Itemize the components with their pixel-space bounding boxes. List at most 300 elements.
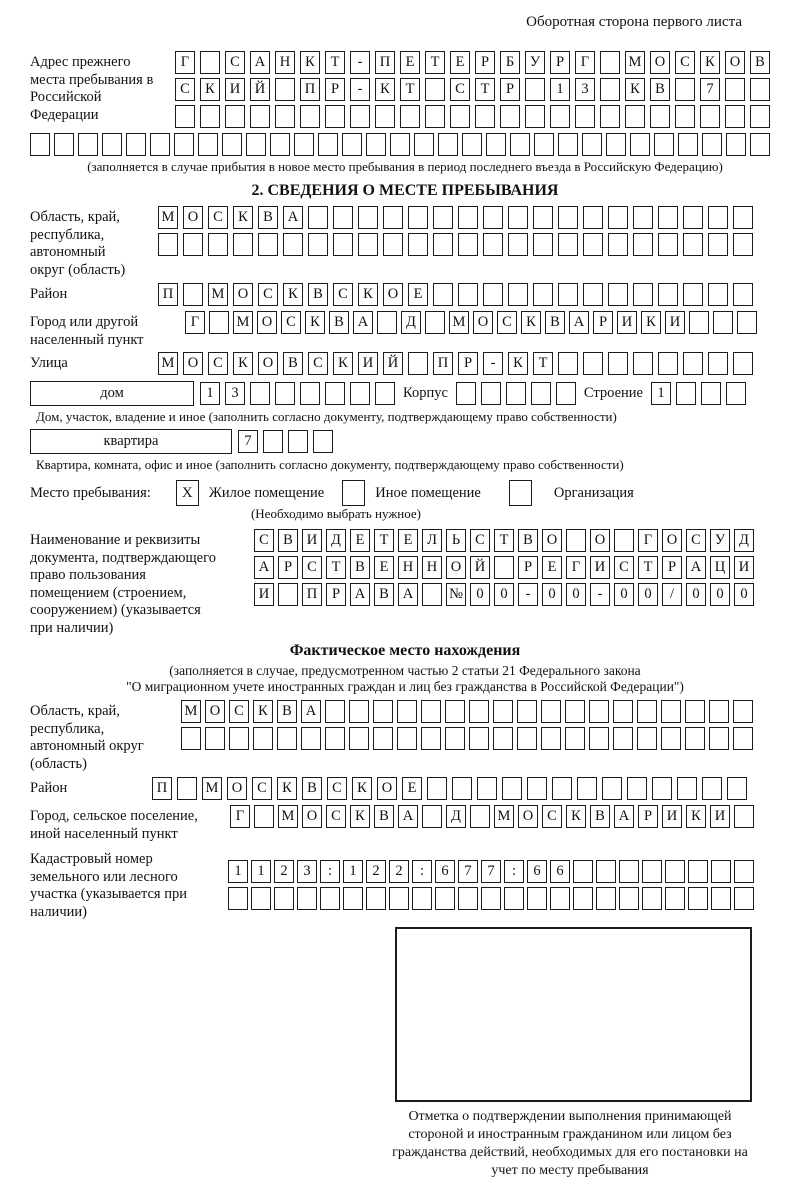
char-cell[interactable] (608, 206, 628, 229)
char-cell[interactable]: 3 (297, 860, 317, 883)
char-cell[interactable] (283, 233, 303, 256)
char-cell[interactable] (750, 105, 770, 128)
char-cell[interactable] (373, 727, 393, 750)
char-cell[interactable] (494, 556, 514, 579)
char-cell[interactable] (389, 887, 409, 910)
char-cell[interactable]: Ь (446, 529, 466, 552)
char-cell[interactable]: Р (475, 51, 495, 74)
char-cell[interactable] (652, 777, 672, 800)
char-cell[interactable] (277, 727, 297, 750)
char-cell[interactable]: О (183, 206, 203, 229)
char-cell[interactable]: О (650, 51, 670, 74)
char-cell[interactable]: И (225, 78, 245, 101)
char-cell[interactable]: Е (408, 283, 428, 306)
char-cell[interactable] (600, 78, 620, 101)
char-cell[interactable] (483, 233, 503, 256)
char-cell[interactable]: С (686, 529, 706, 552)
char-cell[interactable] (517, 727, 537, 750)
char-cell[interactable] (633, 352, 653, 375)
char-cell[interactable]: А (350, 583, 370, 606)
char-cell[interactable] (150, 133, 170, 156)
char-cell[interactable] (483, 206, 503, 229)
char-cell[interactable] (630, 133, 650, 156)
char-cell[interactable]: / (662, 583, 682, 606)
char-cell[interactable]: К (333, 352, 353, 375)
char-cell[interactable]: М (625, 51, 645, 74)
char-cell[interactable]: К (641, 311, 661, 334)
char-cell[interactable] (627, 777, 647, 800)
char-cell[interactable]: М (233, 311, 253, 334)
char-cell[interactable]: С (225, 51, 245, 74)
char-cell[interactable] (433, 283, 453, 306)
char-cell[interactable]: 7 (458, 860, 478, 883)
char-cell[interactable] (596, 860, 616, 883)
char-cell[interactable] (589, 700, 609, 723)
char-cell[interactable]: И (665, 311, 685, 334)
char-cell[interactable]: У (710, 529, 730, 552)
char-cell[interactable] (126, 133, 146, 156)
char-cell[interactable] (313, 430, 333, 453)
char-cell[interactable] (665, 860, 685, 883)
char-cell[interactable] (589, 727, 609, 750)
char-cell[interactable] (300, 382, 320, 405)
char-cell[interactable] (711, 860, 731, 883)
char-cell[interactable]: И (662, 805, 682, 828)
char-cell[interactable] (525, 105, 545, 128)
char-cell[interactable]: П (302, 583, 322, 606)
stay-type-checkbox-other[interactable] (342, 480, 365, 506)
char-cell[interactable] (333, 233, 353, 256)
char-cell[interactable]: № (446, 583, 466, 606)
char-cell[interactable] (733, 727, 753, 750)
char-cell[interactable]: И (358, 352, 378, 375)
char-cell[interactable]: В (545, 311, 565, 334)
char-cell[interactable]: В (590, 805, 610, 828)
char-cell[interactable] (600, 51, 620, 74)
char-cell[interactable] (350, 382, 370, 405)
char-cell[interactable]: О (542, 529, 562, 552)
char-cell[interactable] (425, 105, 445, 128)
char-cell[interactable]: В (278, 529, 298, 552)
char-cell[interactable] (500, 105, 520, 128)
char-cell[interactable]: К (508, 352, 528, 375)
char-cell[interactable]: О (258, 352, 278, 375)
char-cell[interactable]: Н (422, 556, 442, 579)
char-cell[interactable]: С (326, 805, 346, 828)
char-cell[interactable] (229, 727, 249, 750)
char-cell[interactable]: : (320, 860, 340, 883)
char-cell[interactable] (325, 105, 345, 128)
char-cell[interactable] (456, 382, 476, 405)
char-cell[interactable] (397, 727, 417, 750)
char-cell[interactable]: С (450, 78, 470, 101)
char-cell[interactable]: Й (250, 78, 270, 101)
char-cell[interactable]: Г (575, 51, 595, 74)
char-cell[interactable] (228, 887, 248, 910)
char-cell[interactable]: А (283, 206, 303, 229)
char-cell[interactable]: 3 (575, 78, 595, 101)
char-cell[interactable]: О (183, 352, 203, 375)
char-cell[interactable] (733, 233, 753, 256)
char-cell[interactable] (408, 206, 428, 229)
char-cell[interactable] (78, 133, 98, 156)
char-cell[interactable]: Е (402, 777, 422, 800)
char-cell[interactable]: Р (662, 556, 682, 579)
char-cell[interactable] (486, 133, 506, 156)
char-cell[interactable]: К (277, 777, 297, 800)
char-cell[interactable]: 1 (550, 78, 570, 101)
char-cell[interactable] (552, 777, 572, 800)
char-cell[interactable] (733, 352, 753, 375)
char-cell[interactable]: А (254, 556, 274, 579)
char-cell[interactable] (325, 700, 345, 723)
char-cell[interactable] (619, 860, 639, 883)
char-cell[interactable] (606, 133, 626, 156)
char-cell[interactable] (342, 133, 362, 156)
char-cell[interactable] (527, 887, 547, 910)
char-cell[interactable] (177, 777, 197, 800)
char-cell[interactable] (675, 105, 695, 128)
char-cell[interactable] (517, 700, 537, 723)
char-cell[interactable]: К (283, 283, 303, 306)
char-cell[interactable] (469, 727, 489, 750)
char-cell[interactable] (661, 727, 681, 750)
stay-type-checkbox-residential[interactable]: X (176, 480, 199, 506)
char-cell[interactable] (301, 727, 321, 750)
char-cell[interactable] (733, 206, 753, 229)
char-cell[interactable] (425, 311, 445, 334)
char-cell[interactable]: О (662, 529, 682, 552)
char-cell[interactable] (708, 352, 728, 375)
char-cell[interactable] (350, 105, 370, 128)
char-cell[interactable]: О (233, 283, 253, 306)
char-cell[interactable]: А (353, 311, 373, 334)
char-cell[interactable] (708, 283, 728, 306)
char-cell[interactable] (711, 887, 731, 910)
char-cell[interactable] (102, 133, 122, 156)
char-cell[interactable]: С (327, 777, 347, 800)
char-cell[interactable]: С (281, 311, 301, 334)
char-cell[interactable] (637, 727, 657, 750)
char-cell[interactable] (175, 105, 195, 128)
char-cell[interactable] (658, 206, 678, 229)
char-cell[interactable] (366, 887, 386, 910)
char-cell[interactable] (525, 78, 545, 101)
char-cell[interactable] (702, 777, 722, 800)
char-cell[interactable] (678, 133, 698, 156)
char-cell[interactable]: И (617, 311, 637, 334)
char-cell[interactable] (504, 887, 524, 910)
char-cell[interactable]: - (518, 583, 538, 606)
char-cell[interactable] (397, 700, 417, 723)
char-cell[interactable] (375, 105, 395, 128)
char-cell[interactable]: 6 (550, 860, 570, 883)
char-cell[interactable]: К (566, 805, 586, 828)
char-cell[interactable] (709, 700, 729, 723)
char-cell[interactable]: Т (533, 352, 553, 375)
char-cell[interactable]: А (569, 311, 589, 334)
char-cell[interactable] (573, 887, 593, 910)
char-cell[interactable] (377, 311, 397, 334)
char-cell[interactable] (550, 105, 570, 128)
char-cell[interactable]: Т (326, 556, 346, 579)
char-cell[interactable] (275, 105, 295, 128)
char-cell[interactable] (688, 887, 708, 910)
char-cell[interactable] (683, 283, 703, 306)
char-cell[interactable] (658, 352, 678, 375)
char-cell[interactable]: А (398, 583, 418, 606)
char-cell[interactable] (583, 283, 603, 306)
char-cell[interactable] (725, 78, 745, 101)
char-cell[interactable] (183, 233, 203, 256)
char-cell[interactable]: 6 (527, 860, 547, 883)
char-cell[interactable] (438, 133, 458, 156)
char-cell[interactable] (225, 105, 245, 128)
char-cell[interactable]: Т (400, 78, 420, 101)
char-cell[interactable] (600, 105, 620, 128)
char-cell[interactable]: 7 (481, 860, 501, 883)
char-cell[interactable] (726, 133, 746, 156)
char-cell[interactable] (174, 133, 194, 156)
char-cell[interactable] (614, 529, 634, 552)
char-cell[interactable] (205, 727, 225, 750)
char-cell[interactable] (258, 233, 278, 256)
char-cell[interactable]: М (494, 805, 514, 828)
char-cell[interactable]: С (614, 556, 634, 579)
char-cell[interactable]: О (205, 700, 225, 723)
char-cell[interactable]: Й (470, 556, 490, 579)
char-cell[interactable] (556, 382, 576, 405)
char-cell[interactable]: Т (325, 51, 345, 74)
char-cell[interactable] (573, 860, 593, 883)
char-cell[interactable] (390, 133, 410, 156)
char-cell[interactable]: С (542, 805, 562, 828)
char-cell[interactable] (343, 887, 363, 910)
char-cell[interactable] (689, 311, 709, 334)
char-cell[interactable]: А (250, 51, 270, 74)
char-cell[interactable]: Д (401, 311, 421, 334)
char-cell[interactable] (400, 105, 420, 128)
char-cell[interactable]: К (300, 51, 320, 74)
char-cell[interactable] (683, 352, 703, 375)
char-cell[interactable]: К (233, 206, 253, 229)
char-cell[interactable]: Й (383, 352, 403, 375)
char-cell[interactable] (527, 777, 547, 800)
char-cell[interactable] (688, 860, 708, 883)
char-cell[interactable] (550, 887, 570, 910)
char-cell[interactable] (208, 233, 228, 256)
char-cell[interactable] (320, 887, 340, 910)
char-cell[interactable]: Р (550, 51, 570, 74)
char-cell[interactable]: В (277, 700, 297, 723)
char-cell[interactable] (30, 133, 50, 156)
char-cell[interactable] (435, 887, 455, 910)
char-cell[interactable] (412, 887, 432, 910)
char-cell[interactable]: Е (398, 529, 418, 552)
char-cell[interactable]: Г (175, 51, 195, 74)
char-cell[interactable] (733, 283, 753, 306)
char-cell[interactable]: Е (450, 51, 470, 74)
char-cell[interactable]: 0 (734, 583, 754, 606)
char-cell[interactable]: М (158, 352, 178, 375)
char-cell[interactable] (275, 382, 295, 405)
char-cell[interactable]: А (301, 700, 321, 723)
char-cell[interactable] (658, 283, 678, 306)
char-cell[interactable] (54, 133, 74, 156)
char-cell[interactable] (493, 700, 513, 723)
char-cell[interactable]: П (300, 78, 320, 101)
char-cell[interactable] (625, 105, 645, 128)
char-cell[interactable]: 0 (470, 583, 490, 606)
char-cell[interactable]: Л (422, 529, 442, 552)
char-cell[interactable]: И (590, 556, 610, 579)
char-cell[interactable] (349, 700, 369, 723)
char-cell[interactable]: Е (374, 556, 394, 579)
char-cell[interactable]: Н (275, 51, 295, 74)
char-cell[interactable]: В (374, 805, 394, 828)
char-cell[interactable]: Г (230, 805, 250, 828)
char-cell[interactable]: Т (425, 51, 445, 74)
char-cell[interactable] (734, 887, 754, 910)
char-cell[interactable]: С (308, 352, 328, 375)
char-cell[interactable]: 6 (435, 860, 455, 883)
char-cell[interactable]: О (302, 805, 322, 828)
char-cell[interactable] (300, 105, 320, 128)
char-cell[interactable]: 2 (389, 860, 409, 883)
char-cell[interactable]: 0 (686, 583, 706, 606)
char-cell[interactable] (577, 777, 597, 800)
char-cell[interactable] (619, 887, 639, 910)
char-cell[interactable]: В (350, 556, 370, 579)
char-cell[interactable]: О (227, 777, 247, 800)
char-cell[interactable] (583, 233, 603, 256)
char-cell[interactable] (558, 283, 578, 306)
char-cell[interactable] (427, 777, 447, 800)
char-cell[interactable]: С (258, 283, 278, 306)
char-cell[interactable] (421, 727, 441, 750)
char-cell[interactable]: Д (326, 529, 346, 552)
char-cell[interactable] (675, 78, 695, 101)
char-cell[interactable]: Е (542, 556, 562, 579)
char-cell[interactable] (737, 311, 757, 334)
char-cell[interactable]: 0 (542, 583, 562, 606)
char-cell[interactable]: С (497, 311, 517, 334)
char-cell[interactable] (421, 700, 441, 723)
char-cell[interactable] (734, 805, 754, 828)
char-cell[interactable] (709, 727, 729, 750)
char-cell[interactable] (608, 352, 628, 375)
char-cell[interactable] (433, 233, 453, 256)
char-cell[interactable]: Д (446, 805, 466, 828)
char-cell[interactable]: К (700, 51, 720, 74)
char-cell[interactable] (433, 206, 453, 229)
char-cell[interactable] (558, 206, 578, 229)
char-cell[interactable] (275, 78, 295, 101)
char-cell[interactable]: Е (400, 51, 420, 74)
char-cell[interactable] (200, 51, 220, 74)
char-cell[interactable] (642, 860, 662, 883)
char-cell[interactable] (533, 206, 553, 229)
char-cell[interactable] (414, 133, 434, 156)
char-cell[interactable]: В (750, 51, 770, 74)
char-cell[interactable]: М (449, 311, 469, 334)
char-cell[interactable]: 1 (251, 860, 271, 883)
char-cell[interactable]: О (257, 311, 277, 334)
char-cell[interactable]: М (158, 206, 178, 229)
char-cell[interactable] (685, 700, 705, 723)
char-cell[interactable]: А (398, 805, 418, 828)
char-cell[interactable] (734, 860, 754, 883)
char-cell[interactable] (733, 700, 753, 723)
char-cell[interactable]: А (686, 556, 706, 579)
char-cell[interactable]: Р (458, 352, 478, 375)
char-cell[interactable]: К (200, 78, 220, 101)
char-cell[interactable] (583, 352, 603, 375)
char-cell[interactable] (608, 283, 628, 306)
char-cell[interactable]: 0 (638, 583, 658, 606)
char-cell[interactable] (508, 233, 528, 256)
char-cell[interactable]: 0 (566, 583, 586, 606)
char-cell[interactable]: Р (518, 556, 538, 579)
char-cell[interactable]: К (375, 78, 395, 101)
char-cell[interactable] (575, 105, 595, 128)
char-cell[interactable]: Р (278, 556, 298, 579)
char-cell[interactable]: Г (185, 311, 205, 334)
char-cell[interactable]: 0 (494, 583, 514, 606)
char-cell[interactable]: М (278, 805, 298, 828)
char-cell[interactable] (608, 233, 628, 256)
char-cell[interactable] (613, 700, 633, 723)
char-cell[interactable] (633, 283, 653, 306)
char-cell[interactable] (508, 283, 528, 306)
char-cell[interactable]: Т (374, 529, 394, 552)
char-cell[interactable] (483, 283, 503, 306)
char-cell[interactable]: С (229, 700, 249, 723)
char-cell[interactable] (458, 283, 478, 306)
char-cell[interactable]: - (350, 51, 370, 74)
char-cell[interactable]: Т (638, 556, 658, 579)
char-cell[interactable] (450, 105, 470, 128)
char-cell[interactable] (318, 133, 338, 156)
char-cell[interactable] (462, 133, 482, 156)
char-cell[interactable]: У (525, 51, 545, 74)
char-cell[interactable] (233, 233, 253, 256)
char-cell[interactable] (181, 727, 201, 750)
char-cell[interactable]: И (302, 529, 322, 552)
char-cell[interactable] (502, 777, 522, 800)
char-cell[interactable]: Р (593, 311, 613, 334)
char-cell[interactable]: С (175, 78, 195, 101)
char-cell[interactable]: В (518, 529, 538, 552)
char-cell[interactable]: В (283, 352, 303, 375)
char-cell[interactable]: Ц (710, 556, 730, 579)
char-cell[interactable]: Р (638, 805, 658, 828)
char-cell[interactable] (633, 233, 653, 256)
char-cell[interactable]: Е (350, 529, 370, 552)
char-cell[interactable] (333, 206, 353, 229)
char-cell[interactable] (642, 887, 662, 910)
char-cell[interactable] (685, 727, 705, 750)
char-cell[interactable]: И (710, 805, 730, 828)
char-cell[interactable] (209, 311, 229, 334)
char-cell[interactable] (558, 352, 578, 375)
char-cell[interactable] (583, 206, 603, 229)
char-cell[interactable]: Р (325, 78, 345, 101)
char-cell[interactable]: Р (500, 78, 520, 101)
char-cell[interactable]: В (308, 283, 328, 306)
char-cell[interactable] (452, 777, 472, 800)
char-cell[interactable] (508, 206, 528, 229)
